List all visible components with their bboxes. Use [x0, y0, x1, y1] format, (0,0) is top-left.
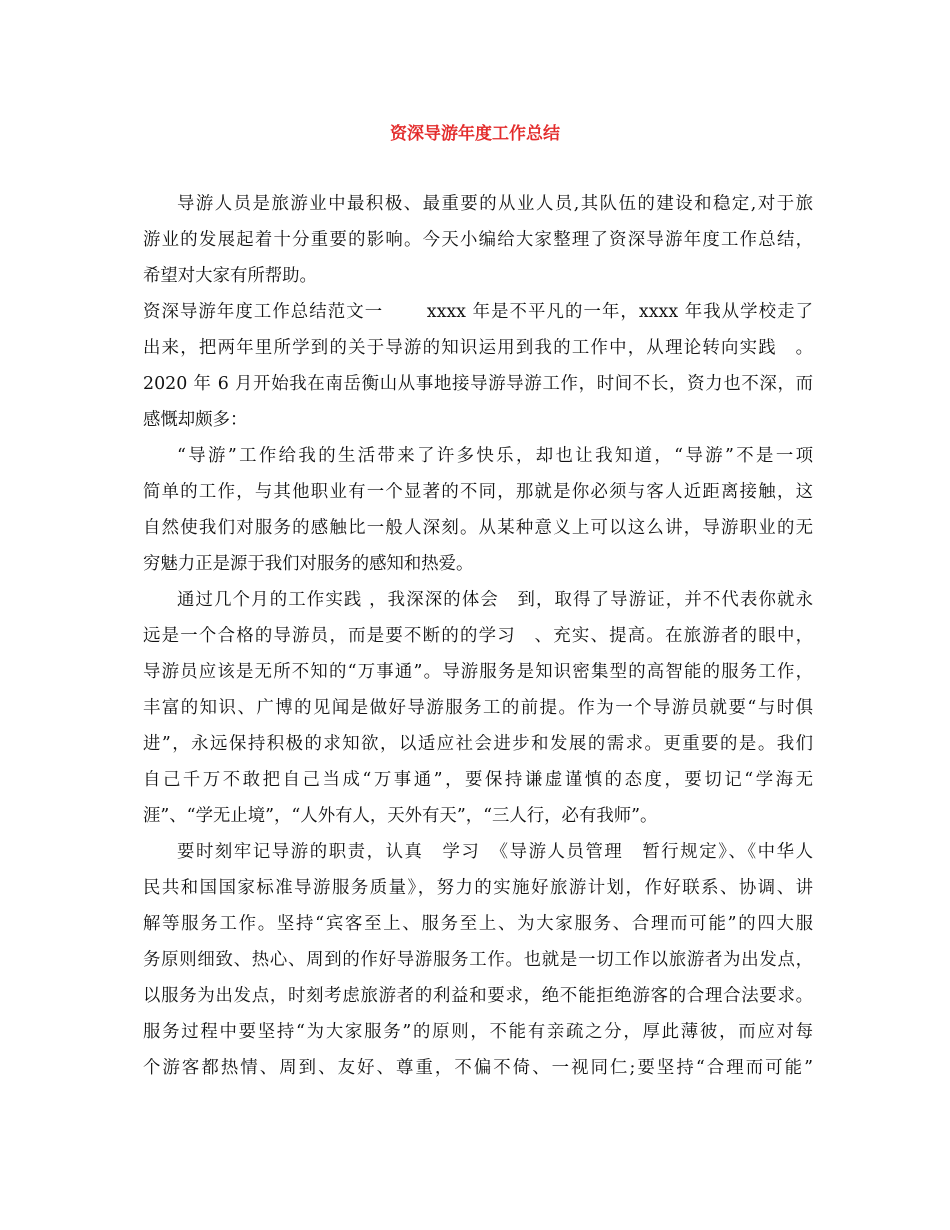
document-title: 资深导游年度工作总结: [390, 124, 560, 144]
paragraph-line: 自然使我们对服务的感触比一般人深刻。从某种意义上可以这么讲，导游职业的无: [143, 518, 813, 538]
paragraph-line: 远是一个合格的导游员，而是要不断的的学习 、充实、提高。在旅游者的眼中，: [143, 626, 813, 646]
paragraph-line: 导游人员是旅游业中最积极、最重要的从业人员,其队伍的建设和稳定,对于旅: [177, 194, 813, 214]
paragraph-line: 通过几个月的工作实践 ，我深深的体会 到，取得了导游证，并不代表你就永: [177, 590, 813, 610]
paragraph-line: 导游员应该是无所不知的“万事通”。导游服务是知识密集型的高智能的服务工作，: [143, 662, 813, 682]
paragraph-line: 民共和国国家标准导游服务质量》，努力的实施好旅游计划，作好联系、协调、讲: [143, 878, 813, 898]
paragraph-line: 解等服务工作。坚持“宾客至上、服务至上、为大家服务、合理而可能”的四大服: [143, 914, 813, 934]
paragraph-line: 服务过程中要坚持“为大家服务”的原则，不能有亲疏之分，厚此薄彼，而应对每: [143, 1022, 813, 1042]
paragraph-line: 穷魅力正是源于我们对服务的感知和热爱。: [143, 554, 474, 574]
paragraph-line: 出来，把两年里所学到的关于导游的知识运用到我的工作中，从理论转向实践 。: [143, 338, 813, 358]
paragraph-line: 丰富的知识、广博的见闻是做好导游服务工的前提。作为一个导游员就要“与时俱: [143, 698, 813, 718]
paragraph-line: 务原则细致、热心、周到的作好导游服务工作。也就是一切工作以旅游者为出发点，: [143, 950, 813, 970]
paragraph-line: 以服务为出发点，时刻考虑旅游者的利益和要求，绝不能拒绝游客的合理合法要求。: [143, 986, 813, 1006]
paragraph-line: 个游客都热情、周到、友好、尊重，不偏不倚、一视同仁;要坚持“合理而可能”: [143, 1058, 813, 1078]
paragraph-line: 进”，永远保持积极的求知欲，以适应社会进步和发展的需求。更重要的是。我们: [143, 734, 813, 754]
paragraph-line: 自己千万不敢把自己当成“万事通”，要保持谦虚谨慎的态度，要切记“学海无: [143, 770, 813, 790]
paragraph-line: 要时刻牢记导游的职责，认真 学习 《导游人员管理 暂行规定》、《中华人: [177, 842, 813, 862]
paragraph-line: 简单的工作，与其他职业有一个显著的不同，那就是你必须与客人近距离接触，这: [143, 482, 813, 502]
paragraph-line: 游业的发展起着十分重要的影响。今天小编给大家整理了资深导游年度工作总结，: [143, 230, 813, 250]
paragraph-line: “导游”工作给我的生活带来了许多快乐，却也让我知道，“导游”不是一项: [177, 446, 813, 466]
paragraph-line: 希望对大家有所帮助。: [143, 266, 317, 286]
paragraph-line: 资深导游年度工作总结范文一 xxxx 年是不平凡的一年，xxxx 年我从学校走了: [143, 302, 813, 322]
paragraph-line: 涯”、“学无止境”，“人外有人，天外有天”，“三人行，必有我师”。: [143, 806, 658, 826]
paragraph-line: 2020 年 6 月开始我在南岳衡山从事地接导游导游工作，时间不长，资力也不深，而: [143, 374, 813, 394]
paragraph-line: 感慨却颇多：: [143, 410, 248, 430]
